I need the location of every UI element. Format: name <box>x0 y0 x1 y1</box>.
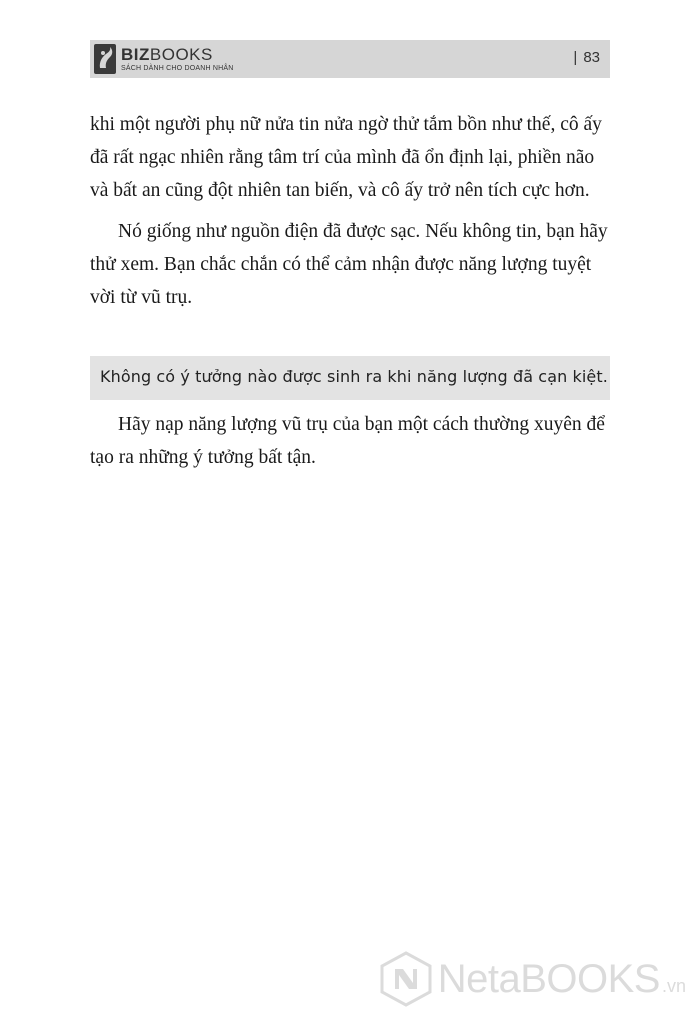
logo-brand <box>121 46 234 63</box>
logo-brand-bold: BIZ <box>121 45 150 64</box>
publisher-logo <box>94 43 234 75</box>
highlight-box <box>90 356 610 400</box>
logo-tagline: SÁCH DÀNH CHO DOANH NHÂN <box>121 65 234 72</box>
watermark-text: NetaBOOKS <box>437 956 660 1001</box>
netabooks-logo-icon <box>378 951 434 1007</box>
page-number <box>573 49 600 66</box>
paragraph-closing: Hãy nạp năng lượng vũ trụ của bạn một cách thường xuyên để tạo ra những ý tưởng bất tận. <box>90 414 605 468</box>
page-number-separator: | <box>573 49 578 66</box>
body-text-closing <box>90 408 612 474</box>
paragraph: Nó giống như nguồn điện đã được sạc. Nếu không tin, bạn hãy thử xem. Bạn chắc chắn có thể cảm nhận được năng lượng tuyệt vời từ vũ trụ. <box>90 221 608 308</box>
paragraph-continuation: khi một người phụ nữ nửa tin nửa ngờ thử tắm bồn như thế, cô ấy đã rất ngạc nhiên rằng tâm trí của mình đã ổn định lại, phiền não và bất an cũng đột nhiên tan biến, và cô ấy trở nên tích cực hơn. <box>90 114 602 201</box>
watermark-suffix: .vn <box>661 975 686 996</box>
highlight-text: Không có ý tưởng nào được sinh ra khi năng lượng đã cạn kiệt. <box>100 367 608 386</box>
logo-brand-thin: BOOKS <box>149 45 213 64</box>
bizbooks-logo-icon <box>94 44 116 74</box>
logo-text <box>121 46 234 72</box>
watermark <box>378 951 686 1007</box>
running-header <box>90 40 610 78</box>
body-text <box>90 108 612 314</box>
page-number-value: 83 <box>583 49 600 66</box>
